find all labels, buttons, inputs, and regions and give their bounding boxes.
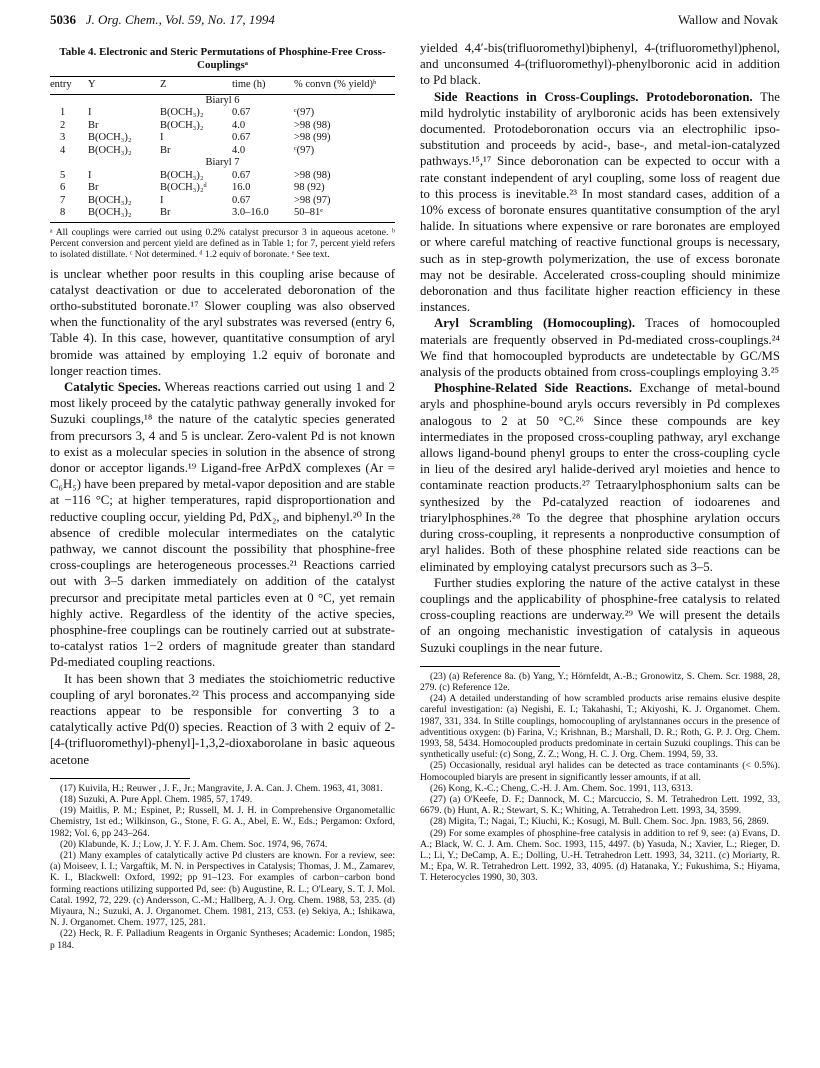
paragraph-text: yielded 4,4′-bis(trifluoromethyl)biphenyl, 4-(trifluoromethyl)phenol, and unconsumed 4-(trifluoromethyl)-phenylboronic acid in addition to Pd black. [420, 41, 780, 88]
table-4 [50, 76, 395, 223]
table-cell: I [160, 132, 164, 143]
reference-item: (21) Many examples of catalytically active Pd clusters are known. For a review, see: (a) Moiseev, I. I.; Vargaftik, M. N. in Perspectives in Catalysis; Thomas, J. M., Zamarev, K. I., Blackwell: Oxford, 1992; pp 91–123. For examples of carbon−carbon bond forming reactions utilizing supported Pd, see: (b) Augustine, R. L.; O'Leary, S. T. J. Mol. Catal. 1992, 72, 229. (c) Andersson, C.-M.; Hallberg, A. J. Org. Chem. 1988, 53, 235. (d) Miyaura, N.; Suzuki, A. J. Organomet. Chem. 1981, 213, C53. (e) Sekiya, A.; Ishikawa, N. J. Organomet. Chem. 1977, 125, 281. [50, 850, 395, 929]
table-cell: >98 (98) [294, 169, 331, 181]
table-cell: >98 (99) [294, 132, 331, 143]
table-row [50, 170, 395, 183]
paragraph-text: Whereas reactions carried out using 1 and 2 most likely proceed by the catalytic pathway generally invoked for Suzuki couplings,¹⁸ the nature of the catalytic species generated from precursors 3, 4 and 5 is unclear. Zero-valent Pd is not known to exist as a molecular species in solution in the absence of strong donor or acceptor ligands.¹⁹ Ligand-free ArPdX complexes (Ar = C₆H₅) have been prepared by metal-vapor deposition and are stable at −116 °C; at higher temperatures, rapid disproportionation and reductive coupling occur, yielding Pd, PdX₂, and biphenyl.²⁰ In the absence of credible molecular intermediates on the catalytic pathway, we cannot discount the possibility that phosphine-free cross-couplings are heterogeneous processes.²¹ Reactions carried out with 3–5 darken immediately on addition of the catalyst precursor and precipitate metal particles even at 0 °C, yet remain highly active. Regardless of the identity of the active species, phosphine-free couplings can be routinely carried out at substrate-to-catalyst ratios 1−2 orders of magnitude greater than standard Pd-mediated coupling reactions. [50, 379, 395, 670]
reference-item: (18) Suzuki, A. Pure Appl. Chem. 1985, 57, 1749. [60, 794, 253, 805]
table-cell: 4.0 [232, 144, 246, 156]
table-cell: 8 [50, 207, 88, 222]
page-number: 5036 [50, 12, 76, 27]
body-paragraph [420, 575, 780, 656]
body-paragraph [420, 40, 780, 89]
page-header [50, 12, 778, 32]
body-paragraph [420, 380, 780, 574]
table-group-label: Biaryl 7 [205, 157, 240, 168]
body-paragraph [50, 379, 395, 671]
right-references [420, 671, 780, 884]
reference-item: (23) (a) Reference 8a. (b) Yang, Y.; Hörnfeldt, A.-B.; Gronowitz, S. Chem. Scr. 1988, 28, 279. (c) Reference 12e. [420, 670, 780, 693]
reference-item: (25) Occasionally, residual aryl halides can be detected as trace contaminants (< 0.5%). Homocoupled biaryls are present in significantly lesser amounts, if at all. [420, 760, 780, 783]
body-paragraph [420, 315, 780, 380]
table-cell: B(OCH₃)₂ [160, 169, 204, 181]
table-title: Table 4. Electronic and Steric Permutations of Phosphine-Free Cross-Couplingsᵃ [59, 46, 386, 71]
table-cell: Br [160, 144, 171, 156]
table-cell: Br [88, 182, 99, 193]
table-body [50, 94, 395, 222]
body-paragraph [50, 671, 395, 768]
table-cell: 98 (92) [294, 182, 325, 193]
journal-citation: J. Org. Chem., Vol. 59, No. 17, 1994 [85, 12, 275, 27]
body-paragraph [420, 89, 780, 316]
reference-item: (26) Kong, K.-C.; Cheng, C.-H. J. Am. Chem. Soc. 1991, 113, 6313. [430, 782, 693, 794]
table-cell: >98 (97) [294, 194, 331, 206]
paragraph-text: is unclear whether poor results in this coupling arise because of catalyst deactivation or due to accelerated deboronation of the ortho-substituted boronate.¹⁷ Slower coupling was also observed when the functionality of the aryl substrates was reversed (entry 6, Table 4). In this case, however, quantitative consumption of aryl bromide was attained by employing 1.2 equiv of boronate and longer reaction times. [50, 266, 395, 378]
reference-item: (29) For some examples of phosphine-free catalysis in addition to ref 9, see: (a) Evans, D. A.; Black, W. C. J. Am. Chem. Soc. 1993, 115, 4497. (b) Yasuda, N.; Xavier, L.; Rieger, D. L.; Li, Y.; DeCamp, A. E.; Dolling, U.-H. Tetrahedron Lett. 1993, 34, 3211. (c) Moriarty, R. M.; Epa, W. R. Tetrahedron Lett. 1992, 33, 4095. (d) Hatanaka, Y.; Fukushima, S.; Hiyama, T. Heterocycles 1990, 30, 303. [420, 827, 780, 884]
table-header-cell: % convn (% yield)ᵇ [294, 77, 395, 95]
table-row [50, 145, 395, 158]
paragraph-text: Exchange of metal-bound aryls and phosphine-bound aryls occurs reversibly in Pd complexes analogous to 2 at 50 °C.²⁶ Since these compounds are key intermediates in the proposed cross-coupling pathway, aryl exchange allows ligand-bound phenyl groups to enter the cross-coupling cycle in lieu of the desired aryl halide-derived aryl moieties and hence to contaminate reaction products.²⁷ Tetraarylphosphonium salts can be synthesized by the Pd-catalyzed reaction of iodoarenes and triarylphosphines.²⁸ To the degree that phosphine arylation occurs during cross-coupling, it represents a nonproductive consumption of aryl halides. Both of these phosphine related side reactions can be eliminated by employing catalyst precursors such as 3–5. [420, 381, 780, 574]
left-body-text [50, 266, 395, 768]
section-heading: Catalytic Species. [64, 379, 161, 394]
table-cell: 16.0 [232, 182, 251, 193]
table-cell: I [88, 107, 92, 118]
table-cell: 3 [60, 132, 66, 143]
table-cell: B(OCH₃)₂ [88, 132, 132, 143]
reference-item: (28) Migita, T.; Nagai, T.; Kiuchi, K.; Kosugi, M. Bull. Chem. Soc. Jpn. 1983, 56, 2869. [430, 816, 769, 828]
table-cell: ᶜ(97) [294, 144, 315, 156]
table-row [50, 132, 395, 145]
table-cell: B(OCH₃)₂ [88, 207, 160, 222]
table-cell: Br [160, 207, 232, 222]
body-paragraph [50, 266, 395, 379]
table-group-row [50, 157, 395, 170]
table-cell: I [160, 194, 164, 206]
table-row [50, 207, 395, 222]
reference-item: (24) A detailed understanding of how scrambled products arise remains elusive despite careful investigation: (a) Negishi, E. I.; Takahashi, T.; Akiyoshi, K. J. Organomet. Chem. 1987, 331, 334. In Stille couplings, homocoupling of arylstannanes occurs in the presence of adventitious oxygen: (b) Farina, V.; Krishnan, B.; Marshall, D. R.; Roth, G. P. J. Org. Chem. 1993, 58, 5434. Homocoupled products predominate in certain Suzuki couplings. This can be synthetically useful: (c) Song, Z. Z.; Wong, H. C. J. Org. Chem. 1994, 59, 33. [420, 693, 780, 761]
reference-item: (19) Maitlis, P. M.; Espinet, P.; Russell, M. J. H. in Comprehensive Organometallic Chemistry, 1st ed.; Wilkinson, G., Stone, F. G. A., Abel, E. W., Eds.; Pergamon: Oxford, 1982; Vol. 6, pp 243–264. [50, 805, 395, 839]
reference-item: (17) Kuivila, H.; Reuwer , J. F., Jr.; Mangravite, J. A. Can. J. Chem. 1963, 41, 3081. [60, 782, 383, 794]
reference-item: (20) Klabunde, K. J.; Low, J. Y. F. J. Am. Chem. Soc. 1974, 96, 7674. [60, 838, 328, 850]
table-cell: ᶜ(97) [294, 107, 315, 118]
right-column [420, 40, 780, 884]
table-cell: I [88, 169, 92, 181]
table-cell: 2 [60, 119, 66, 131]
paragraph-text: The mild hydrolytic instability of arylboronic acids has been extensively documented. Protodeboronation occurs via an electrophilic ipso- substitution and proceeds by acid-, base-, and metal-ion-catalyzed pathways.¹⁵,¹⁷ Since deboronation can be expected to occur with a rate constant independent of aryl coupling, some loss of reagent due to this process is inevitable.²³ In most standard cases, addition of a 10% excess of boronate ensures quantitative consumption of the aryl halide. In situations where expensive or rare boronates are employed or where careful matching of reactive functional groups is necessary, such as in step-growth polymerization, the use of excess boronate may not be desirable. Accelerated cross-coupling should minimize deboronation and thus facilitate higher reaction efficiency in these instances. [420, 89, 780, 315]
table-header-cell: Y [88, 77, 160, 95]
table-cell: 1 [60, 107, 66, 118]
table-cell: 5 [60, 169, 66, 181]
table-cell: 4 [60, 144, 66, 156]
table-group-label: Biaryl 6 [205, 94, 240, 106]
table-cell: 4.0 [232, 119, 246, 131]
table-cell: B(OCH₃)₂ [88, 144, 132, 156]
table-cell: 6 [60, 182, 66, 193]
paragraph-text: Traces of homocoupled materials are frequently observed in Pd-mediated cross-couplings.²⁴ We find that homocoupled byproducts are undetectable by GC/MS analysis of the products obtained from cross-couplings employing 3.²⁵ [420, 316, 780, 380]
section-heading: Side Reactions in Cross-Couplings. Protodeboronation. [434, 89, 753, 104]
section-heading: Phosphine-Related Side Reactions. [434, 381, 632, 396]
section-heading: Aryl Scrambling (Homocoupling). [434, 316, 636, 331]
table-cell: 0.67 [232, 132, 251, 143]
running-authors: Wallow and Novak [677, 12, 778, 27]
table-row [50, 120, 395, 133]
table-cell: 7 [60, 194, 66, 206]
table-cell: B(OCH₃)₂ᵈ [160, 182, 207, 193]
table-footnotes: ᵃ All couplings were carried out using 0.2% catalyst precursor 3 in aqueous acetone. ᵇ Percent conversion and percent yield are defined as in Table 1; for 7, percent yield refers to isolated distillate. ᶜ Not determined. ᵈ 1.2 equiv of boronate. ᵉ See text. [50, 226, 395, 260]
left-references [50, 783, 395, 951]
table-header-cell: time (h) [232, 77, 294, 95]
table-header-row [50, 77, 395, 95]
table-cell: B(OCH₃)₂ [160, 107, 204, 118]
table-cell: 0.67 [232, 194, 251, 206]
table-cell: 50–81ᵉ [294, 207, 395, 222]
table-cell: 0.67 [232, 107, 251, 118]
paragraph-text: Further studies exploring the nature of the active catalyst in these couplings and the applicability of phosphine-free catalysis to related cross-coupling reactions are underway.²⁹ We will present the details of an ongoing mechanistic investigation of catalysis in aqueous Suzuki couplings in the near future. [420, 575, 780, 655]
left-column [50, 40, 395, 951]
table-cell: >98 (98) [294, 119, 331, 131]
table-cell: B(OCH₃)₂ [88, 194, 132, 206]
table-header-cell: entry [50, 77, 88, 95]
reference-item: (27) (a) O'Keefe, D. F.; Dannock, M. C.; Marcuccio, S. M. Tetrahedron Lett. 1992, 33, 6679. (b) Hunt, A. R.; Stewart, S. K.; Whiting, A. Tetrahedron Lett. 1993, 34, 3599. [420, 793, 780, 817]
table-cell: 3.0–16.0 [232, 207, 294, 222]
paragraph-text: It has been shown that 3 mediates the stoichiometric reductive coupling of aryl boronates.²² This process and accompanying side reactions appear to be responsible for converting 3 to a catalytically active Pd(0) species. Reaction of 3 with 2 equiv of 2-[4-(trifluoromethyl)-phenyl]-1,3,2-dioxaborolane in basic aqueous acetone [50, 671, 395, 767]
table-row [50, 195, 395, 208]
table-header-cell: Z [160, 77, 232, 95]
footnote-rule [420, 666, 560, 667]
reference-item: (22) Heck, R. F. Palladium Reagents in Organic Syntheses; Academic: London, 1985; p 184. [50, 928, 395, 951]
table-cell: Br [88, 119, 99, 131]
table-group-row [50, 94, 395, 107]
table-cell: 0.67 [232, 169, 251, 181]
footnote-rule [50, 778, 190, 779]
table-row [50, 182, 395, 195]
table-row [50, 107, 395, 120]
right-body-text [420, 40, 780, 656]
table-cell: B(OCH₃)₂ [160, 119, 204, 131]
